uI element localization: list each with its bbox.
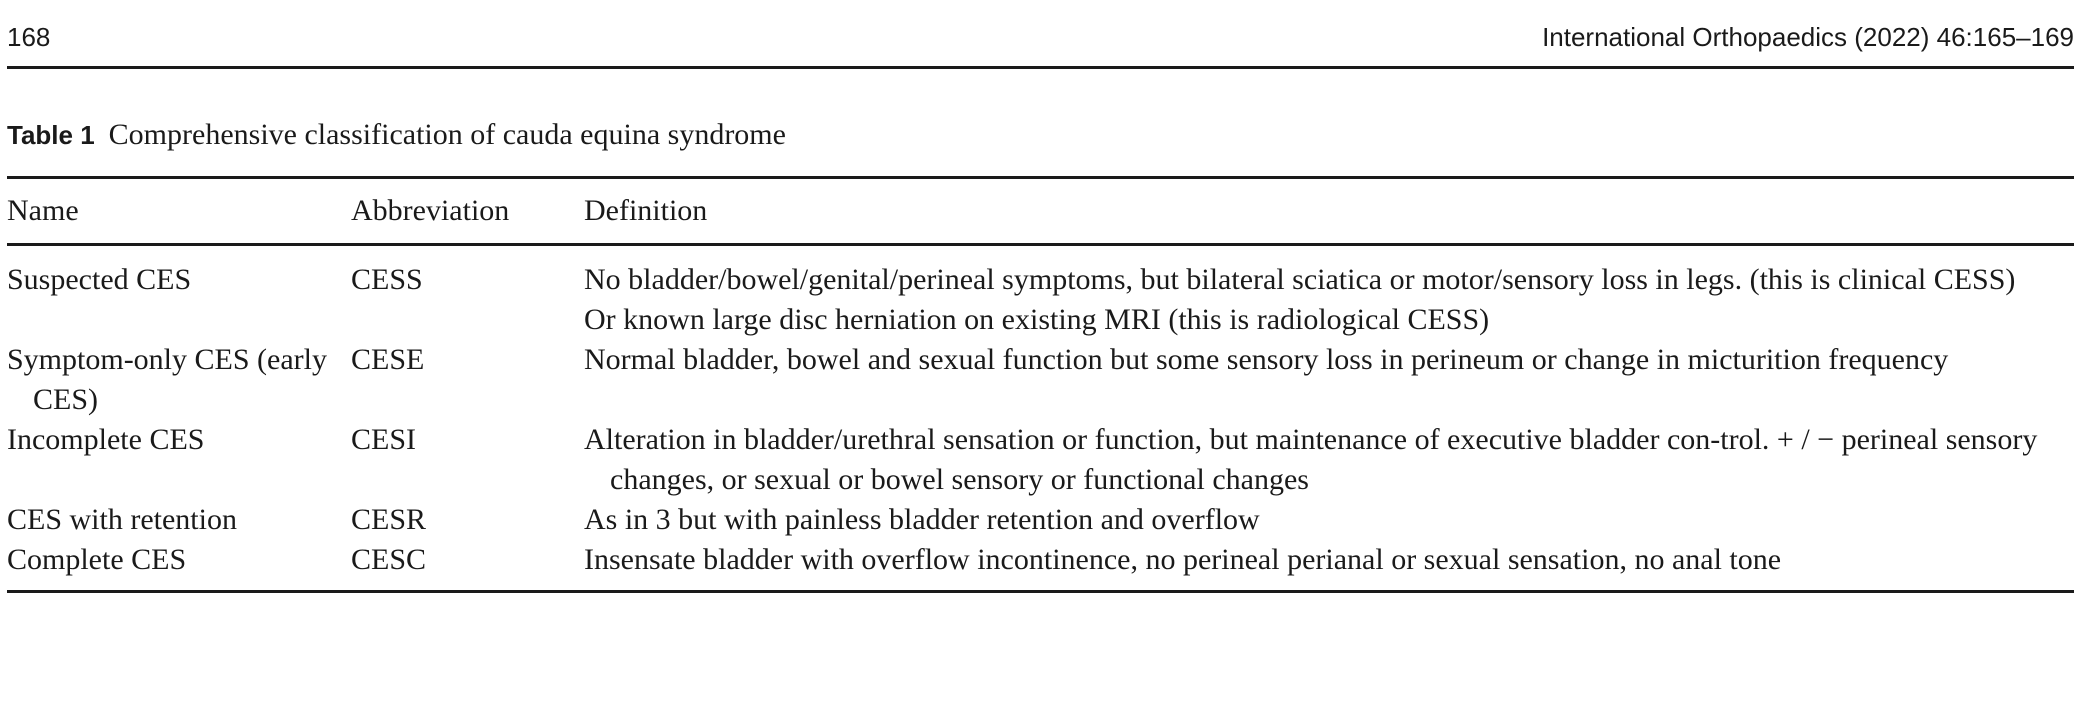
header-row bbox=[7, 178, 2074, 245]
cell-abbreviation: CESE bbox=[351, 343, 425, 376]
table-caption bbox=[7, 118, 786, 152]
cell-definition bbox=[584, 500, 2074, 540]
table-row bbox=[7, 420, 2074, 500]
table-head bbox=[7, 178, 2074, 245]
column-header-name: Name bbox=[7, 194, 79, 227]
cell-name: Symptom-only CES (early CES) bbox=[7, 343, 327, 416]
classification-table bbox=[7, 176, 2074, 593]
cell-name: Suspected CES bbox=[7, 263, 192, 296]
cell-abbreviation: CESI bbox=[351, 423, 417, 456]
table-title: Comprehensive classification of cauda equina syndrome bbox=[108, 118, 786, 151]
cell-name: Incomplete CES bbox=[7, 423, 205, 456]
definition-line: As in 3 but with painless bladder retention and overflow bbox=[584, 503, 1260, 536]
table-row bbox=[7, 245, 2074, 341]
definition-line: Or known large disc herniation on existing MRI (this is radiological CESS) bbox=[584, 303, 1490, 336]
column-header-definition: Definition bbox=[584, 194, 708, 227]
page-number: 168 bbox=[7, 21, 51, 52]
cell-definition bbox=[584, 540, 2074, 592]
definition-line: Insensate bladder with overflow incontinence, no perineal perianal or sexual sensation, no anal tone bbox=[584, 543, 1782, 576]
cell-abbreviation: CESR bbox=[351, 503, 427, 536]
header-rule bbox=[7, 66, 2074, 69]
cell-name: CES with retention bbox=[7, 503, 237, 536]
definition-line: No bladder/bowel/genital/perineal symptoms, but bilateral sciatica or motor/sensory loss in legs. (this is clinical CESS) bbox=[584, 263, 2016, 296]
journal-citation: International Orthopaedics (2022) 46:165–169 bbox=[1542, 21, 2074, 52]
column-header-abbreviation: Abbreviation bbox=[351, 194, 510, 227]
running-header bbox=[7, 14, 2074, 60]
cell-definition bbox=[584, 245, 2074, 341]
table-row bbox=[7, 500, 2074, 540]
table-label: Table 1 bbox=[7, 120, 95, 150]
classification-table-container bbox=[7, 176, 2074, 593]
definition-line: Normal bladder, bowel and sexual function but some sensory loss in perineum or change in micturition frequency bbox=[584, 343, 1949, 376]
definition-line: Alteration in bladder/urethral sensation or function, but maintenance of executive bladder con-trol. + / − perineal sensory changes, or sexual or bowel sensory or functional changes bbox=[584, 423, 2038, 496]
cell-definition bbox=[584, 420, 2074, 500]
table-body bbox=[7, 245, 2074, 592]
cell-abbreviation: CESS bbox=[351, 263, 423, 296]
table-row bbox=[7, 540, 2074, 592]
cell-abbreviation: CESC bbox=[351, 543, 427, 576]
table-row bbox=[7, 340, 2074, 420]
cell-definition bbox=[584, 340, 2074, 420]
cell-name: Complete CES bbox=[7, 543, 187, 576]
